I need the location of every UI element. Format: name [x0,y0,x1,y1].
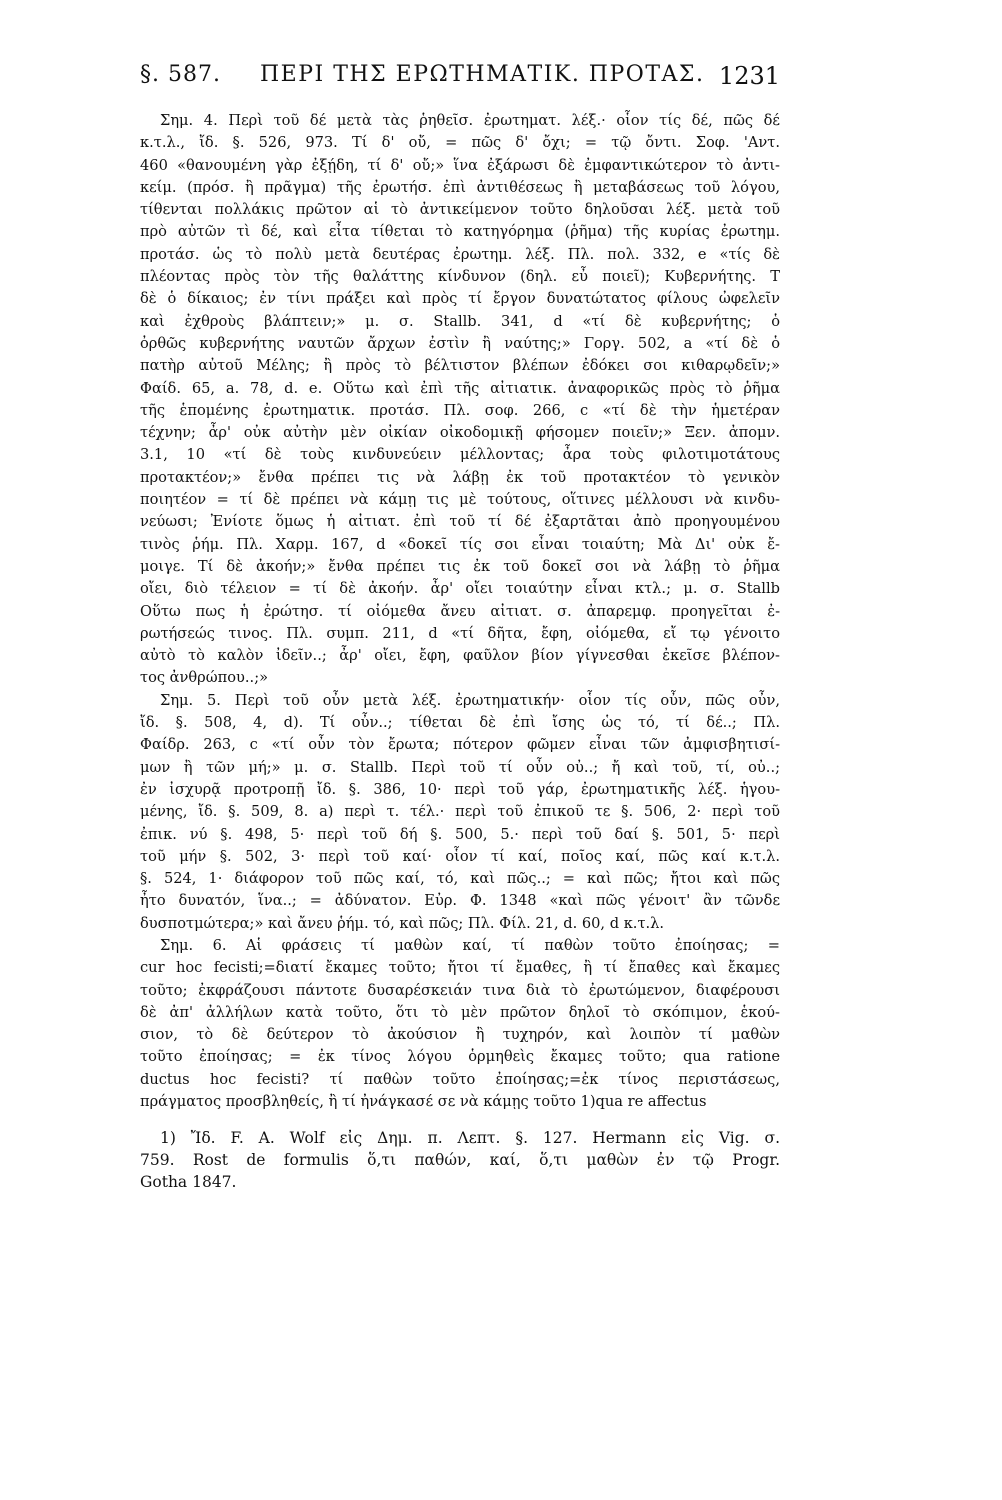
text-line: Σημ. 5. Περὶ τοῦ οὖν μετὰ λέξ. ἐρωτηματικήν· οἷον τίς οὖν, πῶς οὖν, [160,691,780,709]
text-line: μένης, ἴδ. §. 509, 8. a) περὶ τ. τέλ.· περὶ τοῦ ἐπικοῦ τε §. 506, 2· περὶ τοῦ [140,803,780,821]
text-line: τίθενται πολλάκις πρῶτον αἱ τὸ ἀντικείμενον τοῦτο δηλοῦσαι λέξ. μετὰ τοῦ [140,201,780,219]
text-line: ὀρθῶς κυβερνήτης ναυτῶν ἄρχων ἐστὶν ἢ ναύτης;» Γοργ. 502, a «τί δὲ ὁ [140,334,780,352]
running-title: ΠΕΡΙ ΤΗΣ ΕΡΩΤΗΜΑΤΙΚ. ΠΡΟΤΑΣ. [260,62,705,87]
text-line: κείμ. (πρόσ. ἢ πρᾶγμα) τῆς ἐρωτήσ. ἐπὶ ἀντιθέσεως ἢ μεταβάσεως τοῦ λόγου, [140,178,780,196]
text-line: Φαίδ. 65, a. 78, d. e. Οὕτω καὶ ἐπὶ τῆς αἰτιατικ. ἀναφορικῶς πρὸς τὸ ῥῆμα [140,379,780,397]
text-line: μοιγε. Τί δὲ ἀκοήν;» ἔνθα πρέπει τις ἐκ τοῦ δοκεῖ σοι νὰ λάβῃ τὸ ῥῆμα [140,557,780,575]
text-line: §. 524, 1· διάφορον τοῦ πῶς καί, τό, καὶ πῶς..; = καὶ πῶς; ἤτοι καὶ πῶς [140,870,780,888]
footnote-line: 759. Rost de formulis ὅ,τι παθών, καί, ὅ,τι μαθὼν ἐν τῷ Progr. [140,1151,780,1170]
paragraph [140,935,780,1113]
text-line: ἴδ. §. 508, 4, d). Τί οὖν..; τίθεται δὲ ἐπὶ ἴσης ὡς τό, τί δέ..; Πλ. [140,714,780,732]
text-line: Σημ. 4. Περὶ τοῦ δέ μετὰ τὰς ῥηθεῖσ. ἐρωτηματ. λέξ.· οἷον τίς δέ, πῶς δέ [160,112,780,129]
text-line: αὐτὸ τὸ καλὸν ἰδεῖν..; ἆρ' οἴει, ἔφη, φαῦλον βίον γίγνεσθαι ἐκεῖσε βλέπον- [140,647,780,665]
text-line: κ.τ.λ., ἴδ. §. 526, 973. Τί δ' οὔ, = πῶς δ' ὄχι; = τῷ ὄντι. Σοφ. 'Αντ. [140,134,780,152]
text-line: Σημ. 6. Αἱ φράσεις τί μαθὼν καί, τί παθὼν τοῦτο ἐποίησας; = [160,936,780,954]
text-line: 460 «θανουμένη γὰρ ἐξῄδη, τί δ' οὔ;» ἵνα ἐξάρωσι δὲ ἐμφαντικώτερον τὸ ἀντι- [140,156,780,174]
text-line: μων ἢ τῶν μή;» μ. σ. Stallb. Περὶ τοῦ τί οὖν οὐ..; ἤ καὶ τοῦ, τί, οὐ..; [140,758,780,776]
text-line: ductus hoc fecisti? τί παθὼν τοῦτο ἐποίησας;=ἐκ τίνος περιστάσεως, [140,1070,780,1088]
page-number: 1231 [718,62,780,90]
text-line: νεύωσι; Ἐνίοτε ὅμως ἡ αἰτιατ. ἐπὶ τοῦ τί δέ ἐξαρτᾶται ἀπὸ προηγουμένου [140,513,780,531]
footnote-line: Gotha 1847. [140,1173,237,1192]
text-line: τοῦτο ἐποίησας; = ἐκ τίνος λόγου ὁρμηθεὶς ἔκαμες τοῦτο; qua ratione [140,1048,780,1066]
running-header [140,62,780,102]
text-line: τινὸς ῥήμ. Πλ. Χαρμ. 167, d «δοκεῖ τίς σοι εἶναι τοιαύτη; Μὰ Δι' οὐκ ἔ- [140,535,780,553]
section-number: §. 587. [140,62,221,87]
text-line: πατὴρ αὐτοῦ Μέλης; ἢ πρὸς τὸ βέλτιστον βλέπων ἐδόκει σοι κιθαρῳδεῖν;» [140,357,780,375]
text-line: προτακτέον;» ἔνθα πρέπει τις νὰ λάβῃ ἐκ τοῦ προτακτέον τὸ γενικὸν [140,468,780,486]
text-line: ἐπικ. νύ §. 498, 5· περὶ τοῦ δή §. 500, 5.· περὶ τοῦ δαί §. 501, 5· περὶ [140,825,780,843]
text-line: ρωτήσεώς τινος. Πλ. συμπ. 211, d «τί δῆτα, ἔφη, οἰόμεθα, εἴ τῳ γένοιτο [140,624,780,642]
text-line: ἐν ἰσχυρᾷ προτροπῇ ἴδ. §. 386, 10· περὶ τοῦ γάρ, ἐρωτηματικῆς λέξ. ἡγου- [140,780,780,798]
text-line: τοῦ μήν §. 502, 3· περὶ τοῦ καί· οἷον τί καί, ποῖος καί, πῶς καί κ.τ.λ. [140,847,780,865]
text-line: προτάσ. ὡς τὸ πολὺ μετὰ δευτέρας ἐρωτημ. λέξ. Πλ. πολ. 332, e «τίς δὲ [140,245,780,263]
text-line: πλέοντας πρὸς τὸν τῆς θαλάττης κίνδυνον (δηλ. εὖ ποιεῖ); Κυβερνήτης. Τ [140,268,780,286]
text-line: καὶ ἐχθροὺς βλάπτειν;» μ. σ. Stallb. 341, d «τί δὲ κυβερνήτης; ὁ [140,312,780,330]
page-body [140,110,780,1193]
text-line: τος ἀνθρώπου..;» [140,669,269,687]
text-line: δυσποτμώτερα;» καὶ ἄνευ ῥήμ. τό, καὶ πῶς; Πλ. Φίλ. 21, d. 60, d κ.τ.λ. [140,914,665,932]
footnote-line: 1) Ἴδ. F. A. Wolf εἰς Δημ. π. Λεπτ. §. 127. Hermann εἰς Vig. σ. [160,1129,780,1148]
footnote [140,1127,780,1193]
text-line: τοῦτο; ἐκφράζουσι πάντοτε δυσαρέσκειάν τινα διὰ τὸ ἐρωτώμενον, διαφέρουσι [140,981,780,999]
paragraph [140,110,780,690]
text-line: πράγματος προσβληθείς, ἢ τί ἠνάγκασέ σε νὰ κάμῃς τοῦτο 1)qua re affectus [140,1093,707,1111]
text-line: ἦτο δυνατόν, ἵνα..; = ἀδύνατον. Εὐρ. Φ. 1348 «καὶ πῶς γένοιτ' ἂν τῶνδε [140,892,780,910]
paragraph [140,690,780,935]
text-line: ποιητέον = τί δὲ πρέπει νὰ κάμῃ τις μὲ τούτους, οἵτινες μέλλουσι νὰ κινδυ- [140,491,780,509]
text-line: οἴει, διὸ τέλειον = τί δὲ ἀκοήν. ἆρ' οἴει τοιαύτην εἶναι κτλ.; μ. σ. Stallb [140,580,780,598]
text-line: τέχνην; ἆρ' οὐκ αὐτὴν μὲν οἰκίαν οἰκοδομικῇ φήσομεν ποιεῖν;» Ξεν. ἀπομν. [140,424,780,442]
text-line: δὲ ὁ δίκαιος; ἐν τίνι πράξει καὶ πρὸς τί ἔργον δυνατώτατος φίλους ὠφελεῖν [140,290,780,308]
text-line: δὲ ἀπ' ἀλλήλων κατὰ τοῦτο, ὅτι τὸ μὲν πρῶτον δηλοῖ τὸ σκόπιμον, ἑκού- [140,1003,780,1021]
text-line: cur hoc fecisti;=διατί ἔκαμες τοῦτο; ἤτοι τί ἔμαθες, ἢ τί ἔπαθες καὶ ἔκαμες [140,959,780,977]
text-line: Φαίδρ. 263, c «τί οὖν τὸν ἔρωτα; πότερον φῶμεν εἶναι τῶν ἀμφισβητισί- [140,736,780,754]
text-line: Οὕτω πως ἡ ἐρώτησ. τί οἰόμεθα ἄνευ αἰτιατ. σ. ἀπαρεμφ. προηγεῖται ἐ- [140,602,780,620]
text-line: σιον, τὸ δὲ δεύτερον τὸ ἀκούσιον ἢ τυχηρόν, καὶ λοιπὸν τί μαθὼν [140,1026,780,1044]
text-line: 3.1, 10 «τί δὲ τοὺς κινδυνεύειν μέλλοντας; ἆρα τοὺς φιλοτιμοτάτους [140,446,780,464]
text-line: τῆς ἑπομένης ἐρωτηματικ. προτάσ. Πλ. σοφ. 266, c «τί δὲ τὴν ἡμετέραν [140,401,780,419]
text-line: πρὸ αὐτῶν τὶ δέ, καὶ εἶτα τίθεται τὸ κατηγόρημα (ῥῆμα) τῆς κυρίας ἐρωτημ. [140,223,780,241]
